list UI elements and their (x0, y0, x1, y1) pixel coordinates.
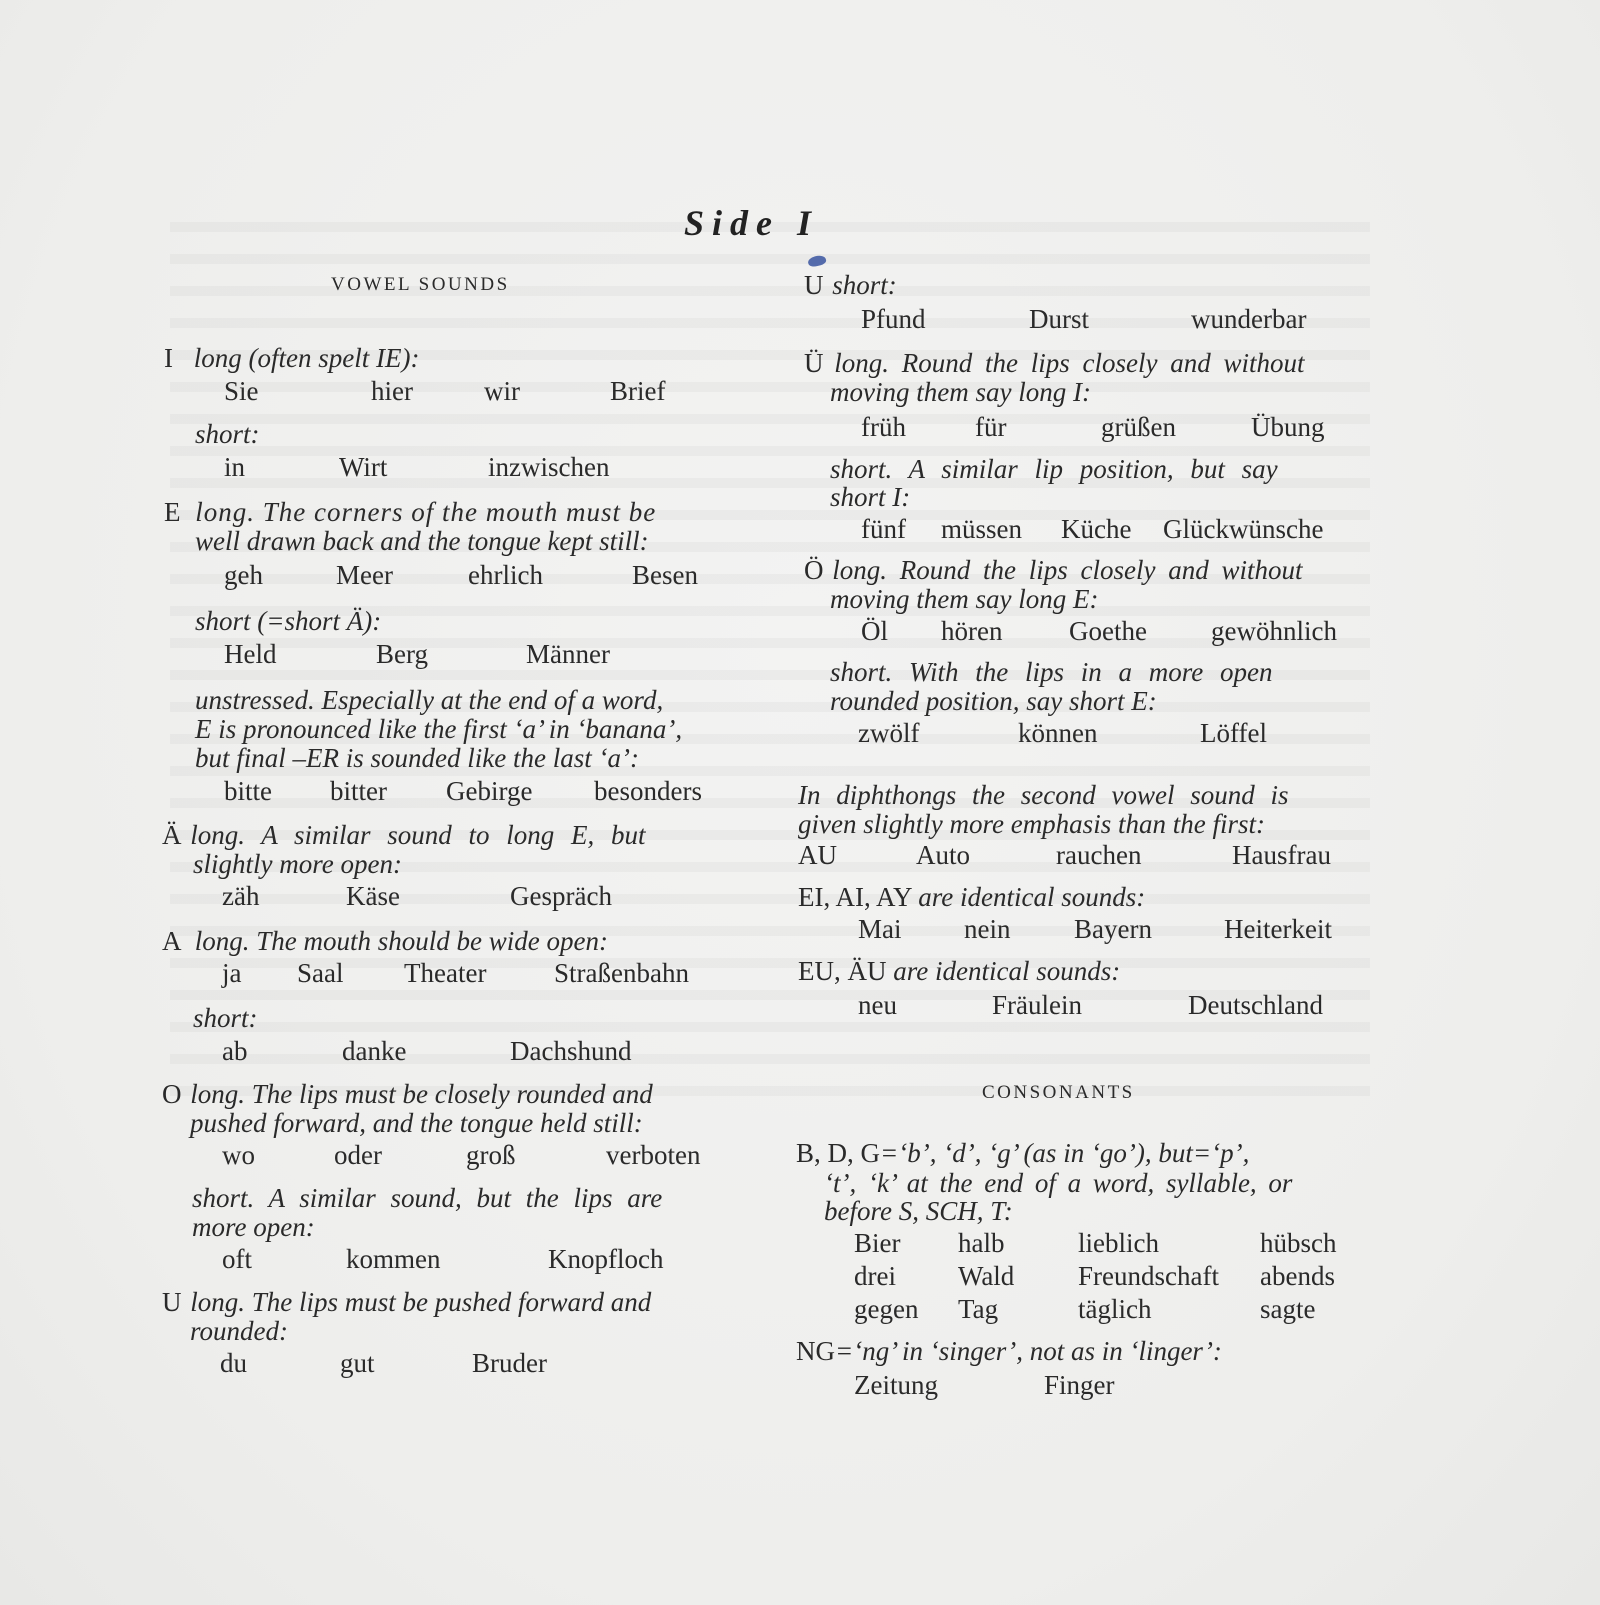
description: more open: (192, 1212, 315, 1242)
description: slightly more open: (193, 849, 402, 879)
description: =‘ng’ in ‘singer’, not as in ‘linger’: (835, 1336, 1222, 1366)
description: long. Round the lips closely and without (834, 348, 1305, 378)
show-through-texture (170, 200, 1370, 1100)
word: Wirt (339, 452, 388, 482)
description: moving them say long E: (830, 584, 1099, 614)
description: long. The lips must be closely rounded and (190, 1079, 653, 1109)
word: Wald (958, 1261, 1015, 1291)
section-heading-vowel-sounds: VOWEL SOUNDS (331, 274, 510, 295)
word: Finger (1044, 1370, 1115, 1400)
description: rounded: (190, 1316, 288, 1346)
word: Bruder (472, 1348, 547, 1378)
entry-ue-short: short. A similar lip position, but say (830, 454, 1278, 484)
word: Hausfrau (1232, 840, 1331, 870)
word: gut (340, 1348, 375, 1378)
word: Auto (916, 840, 970, 870)
word: in (224, 452, 246, 482)
letter: Ö (804, 555, 824, 585)
word: sagte (1260, 1294, 1316, 1324)
word: wunderbar (1191, 304, 1307, 334)
consonant-label: B, D, G (796, 1138, 881, 1168)
description: ‘t’, ‘k’ at the end of a word, syllable, or (824, 1168, 1293, 1198)
description: short: (832, 270, 897, 300)
word: Käse (346, 881, 400, 911)
word: Zeitung (854, 1370, 938, 1400)
word: Öl (861, 616, 888, 646)
description: well drawn back and the tongue kept still: (195, 526, 649, 556)
word: nein (964, 914, 1011, 944)
entry-u-long (162, 1287, 651, 1317)
word: früh (861, 412, 906, 442)
entry-i-long (164, 343, 419, 373)
entry-ae-long (162, 820, 646, 850)
word: Meer (336, 560, 393, 590)
description: rounded position, say short E: (830, 686, 1157, 716)
word: Saal (297, 958, 344, 988)
word: Übung (1251, 412, 1325, 442)
word: besonders (594, 776, 702, 806)
word: neu (858, 990, 897, 1020)
entry-a-long (162, 926, 608, 956)
word: gewöhnlich (1211, 616, 1337, 646)
word: Männer (526, 639, 610, 669)
word: hören (941, 616, 1003, 646)
description: short I: (830, 482, 911, 512)
word: Fräulein (992, 990, 1082, 1020)
word: Goethe (1069, 616, 1147, 646)
word: Brief (610, 376, 666, 406)
word: drei (854, 1261, 896, 1291)
word: täglich (1078, 1294, 1152, 1324)
description: long. A similar sound to long E, but (190, 820, 646, 850)
word: Besen (632, 560, 698, 590)
entry-oe-short: short. With the lips in a more open (830, 657, 1273, 687)
description: =‘b’, ‘d’, ‘g’ (as in ‘go’), but=‘p’, (880, 1138, 1250, 1168)
word: für (975, 412, 1007, 442)
word: hier (371, 376, 413, 406)
description: long. Round the lips closely and without (832, 555, 1303, 585)
word: Dachshund (510, 1036, 632, 1066)
consonant-label: NG (796, 1336, 835, 1366)
word: ja (222, 958, 242, 988)
word: ab (222, 1036, 248, 1066)
letter: Ä (162, 820, 182, 850)
entry-e-short: short (=short Ä): (195, 606, 382, 636)
word: du (220, 1348, 247, 1378)
word: bitte (224, 776, 272, 806)
word: halb (958, 1228, 1005, 1258)
word: Tag (958, 1294, 999, 1324)
word: wir (484, 376, 520, 406)
section-heading-consonants: CONSONANTS (982, 1082, 1135, 1103)
letter: E (164, 497, 181, 527)
diphthong-label: EI, AI, AY (798, 882, 912, 912)
description: long. The lips must be pushed forward and (190, 1287, 652, 1317)
word: rauchen (1056, 840, 1142, 870)
word: Gespräch (510, 881, 612, 911)
word: geh (224, 560, 263, 590)
entry-ue-long (804, 348, 1304, 378)
word: abends (1260, 1261, 1335, 1291)
entry-e-unstressed: unstressed. Especially at the end of a word, (195, 685, 664, 715)
word: Sie (224, 376, 259, 406)
consonant-bdg (796, 1138, 1249, 1168)
page-title: Side I (684, 203, 820, 243)
word: Glückwünsche (1163, 514, 1324, 544)
letter: U (162, 1287, 182, 1317)
word: können (1018, 718, 1098, 748)
word: Deutschland (1188, 990, 1323, 1020)
entry-e-long (164, 497, 656, 527)
word: groß (466, 1140, 516, 1170)
entry-i-short: short: (195, 419, 260, 449)
word: Straßenbahn (554, 958, 689, 988)
word: Berg (376, 639, 428, 669)
word: lieblich (1078, 1228, 1159, 1258)
word: Held (224, 639, 277, 669)
description: but final –ER is sounded like the last ‘a’: (195, 743, 639, 773)
word: fünf (861, 514, 906, 544)
word: hübsch (1260, 1228, 1337, 1258)
diphthongs-intro: In diphthongs the second vowel sound is (798, 780, 1289, 810)
word: inzwischen (488, 452, 610, 482)
description: moving them say long I: (830, 377, 1091, 407)
diphthong-label: EU, ÄU (798, 956, 887, 986)
description: long. The mouth should be wide open: (194, 926, 608, 956)
word: Theater (404, 958, 487, 988)
diphthong-eu (798, 956, 1120, 986)
description: long. The corners of the mouth must be (195, 497, 657, 527)
description: before S, SCH, T: (824, 1196, 1013, 1226)
word: kommen (346, 1244, 441, 1274)
word: Löffel (1200, 718, 1267, 748)
entry-o-long (162, 1079, 653, 1109)
letter: O (162, 1079, 182, 1109)
word: Bayern (1074, 914, 1152, 944)
word: zwölf (858, 718, 920, 748)
word: Bier (854, 1228, 901, 1258)
entry-a-short: short: (193, 1003, 258, 1033)
word: Gebirge (446, 776, 533, 806)
description: E is pronounced like the first ‘a’ in ‘banana’, (195, 714, 683, 744)
word: verboten (606, 1140, 701, 1170)
word: Freundschaft (1078, 1261, 1219, 1291)
letter: Ü (804, 348, 824, 378)
word: Knopfloch (548, 1244, 664, 1274)
description: are identical sounds: (918, 882, 1146, 912)
word: wo (222, 1140, 255, 1170)
word: gegen (854, 1294, 919, 1324)
letter: A (162, 926, 181, 956)
description: are identical sounds: (893, 956, 1121, 986)
word: oft (222, 1244, 252, 1274)
word: ehrlich (468, 560, 543, 590)
letter: I (164, 343, 173, 373)
word: bitter (330, 776, 387, 806)
diphthong-label: AU (798, 840, 837, 870)
word: Küche (1061, 514, 1132, 544)
entry-o-short: short. A similar sound, but the lips are (192, 1183, 663, 1213)
description: long (often spelt IE): (193, 343, 420, 373)
letter: U (804, 270, 824, 300)
word: zäh (222, 881, 260, 911)
description: pushed forward, and the tongue held still: (190, 1108, 643, 1138)
consonant-ng (796, 1336, 1222, 1366)
word: Mai (858, 914, 902, 944)
word: Pfund (861, 304, 926, 334)
word: Heiterkeit (1224, 914, 1332, 944)
word: grüßen (1101, 412, 1176, 442)
diphthong-ei (798, 882, 1145, 912)
word: oder (334, 1140, 382, 1170)
entry-u-short (804, 270, 897, 300)
word: Durst (1029, 304, 1089, 334)
word: müssen (941, 514, 1022, 544)
entry-oe-long (804, 555, 1302, 585)
diphthongs-intro: given slightly more emphasis than the first: (798, 809, 1265, 839)
word: danke (342, 1036, 407, 1066)
